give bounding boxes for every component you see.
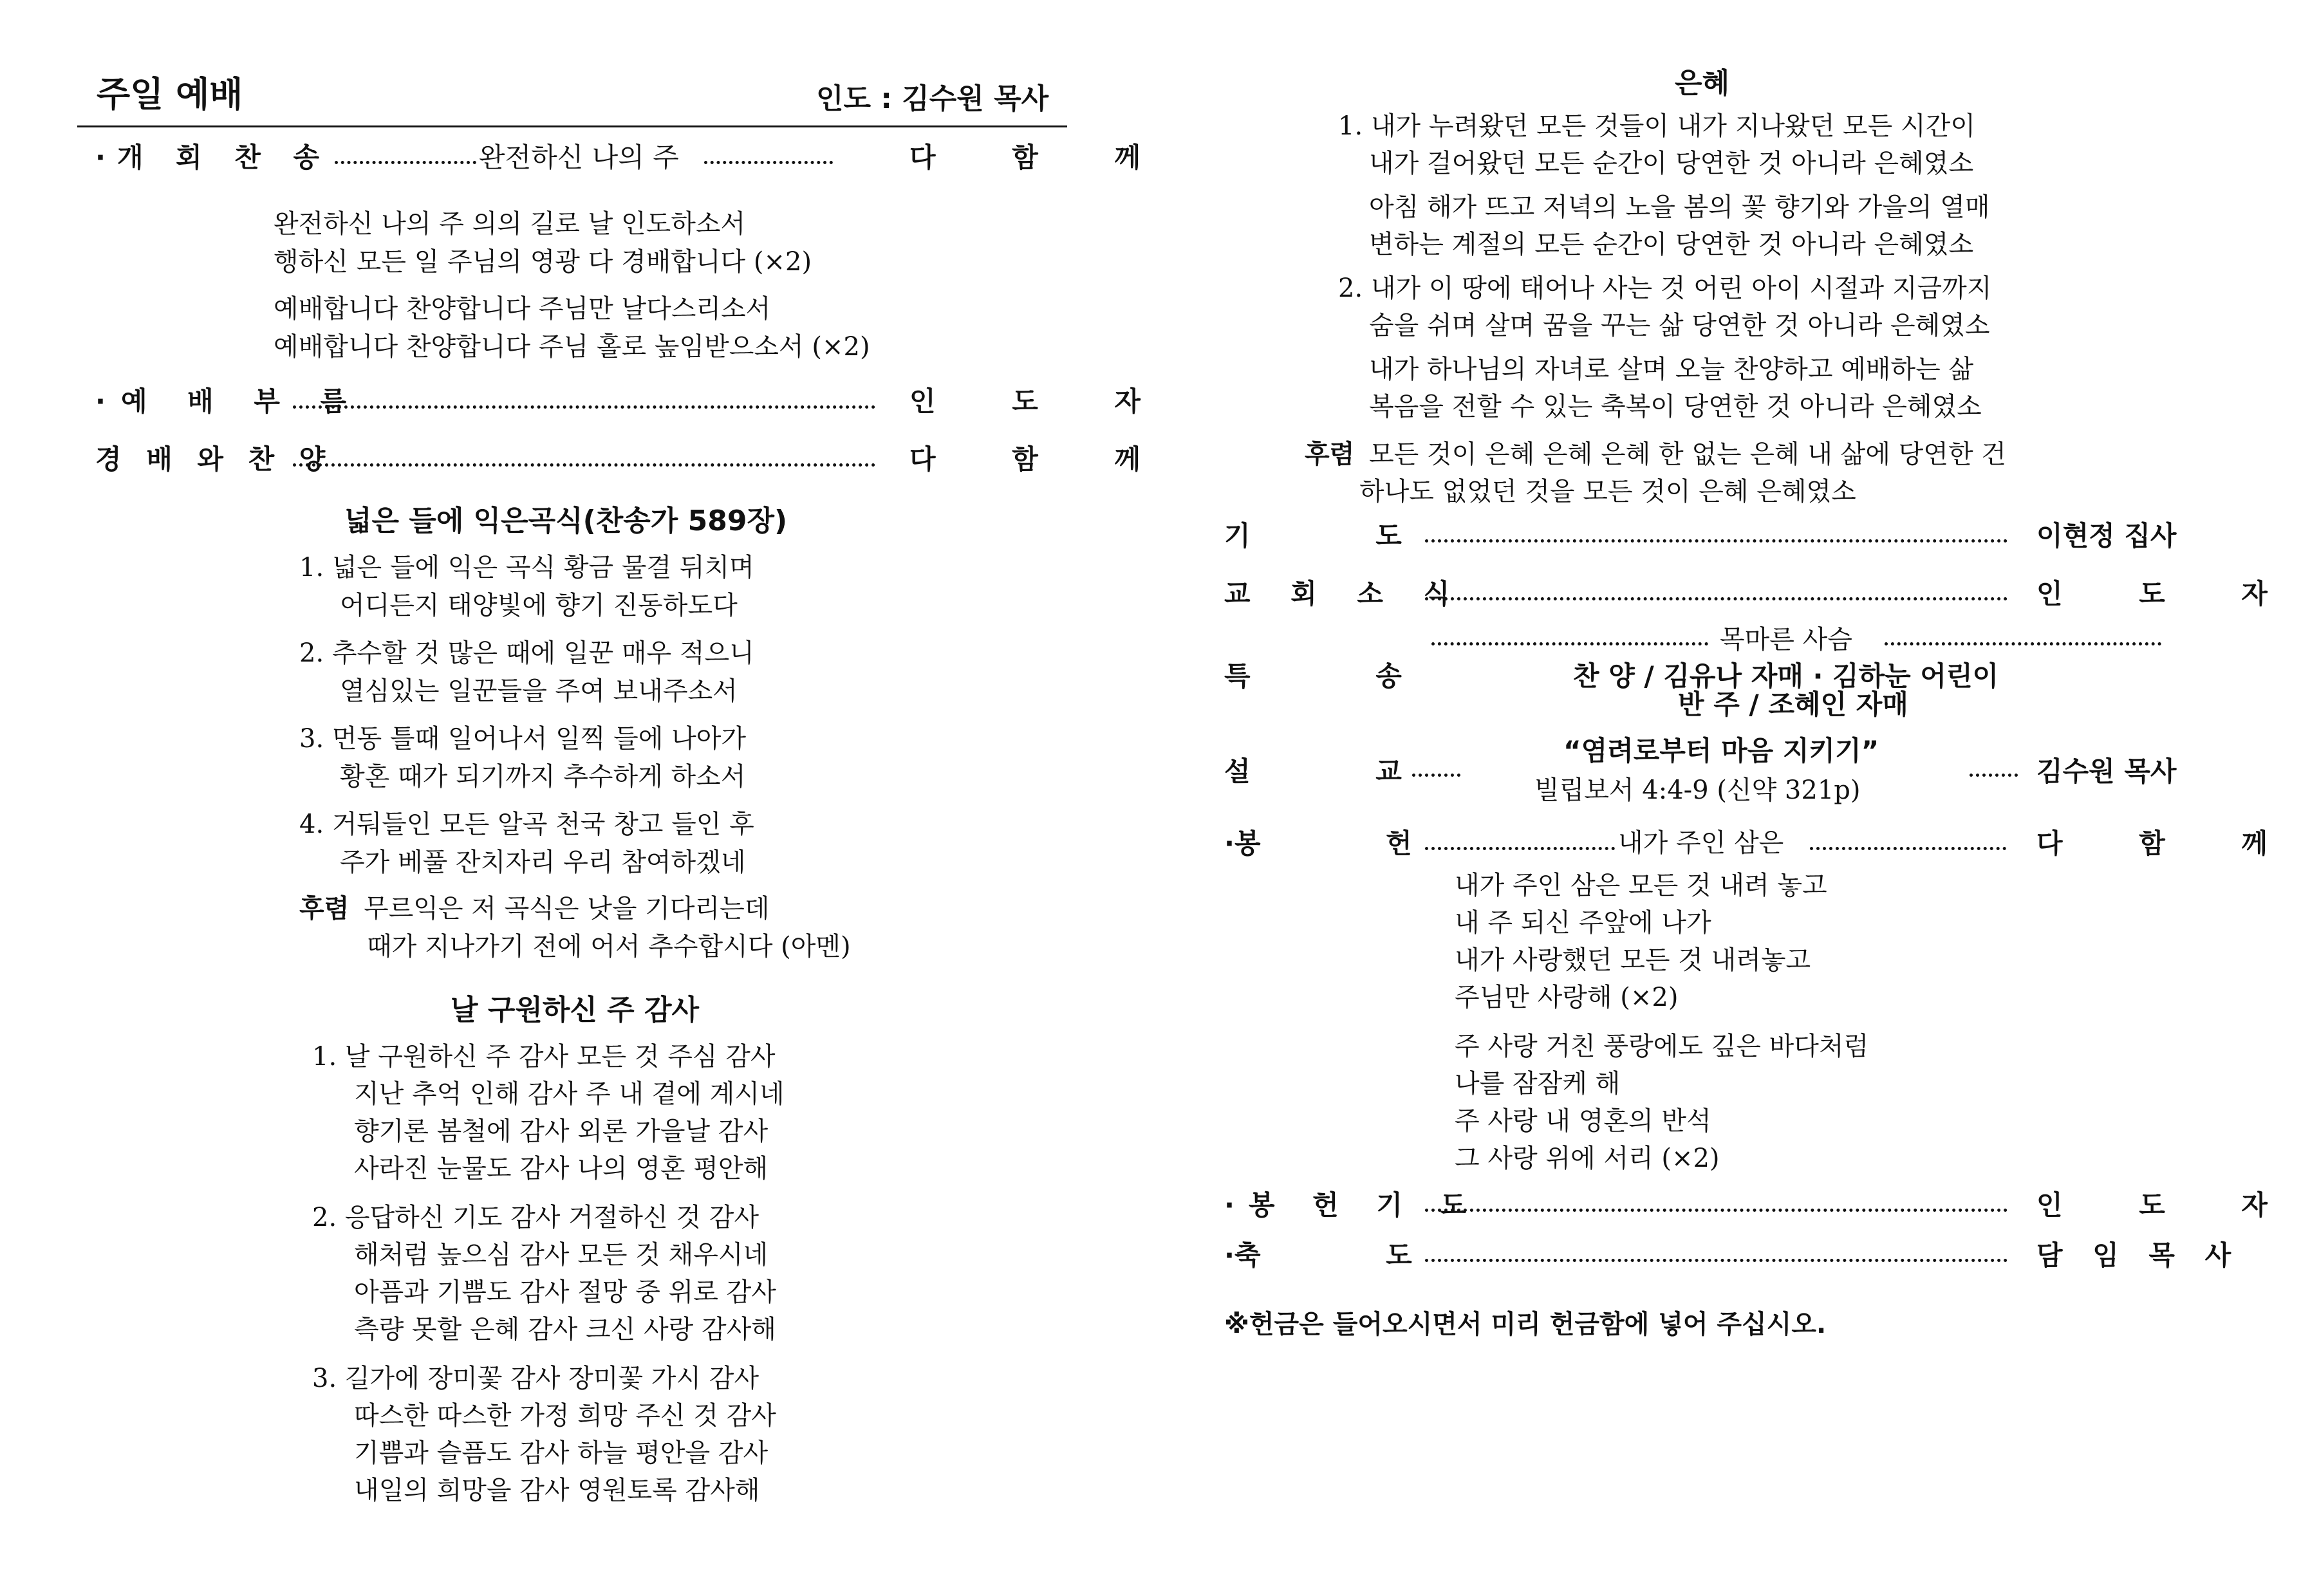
verse-line: 1. 내가 누려왔던 모든 것들이 내가 지나왔던 모든 시간이 — [1338, 111, 1975, 141]
offering-notice: ※헌금은 들어오시면서 미리 헌금함에 넣어 주십시오. — [1224, 1310, 1827, 1339]
verse-line: 사라진 눈물도 감사 나의 영혼 평안해 — [354, 1154, 769, 1183]
right-page — [1129, 0, 2301, 1596]
order-label-opening-hymn: ·개 회 찬 송 — [95, 142, 331, 173]
verse-line: 향기론 봄철에 감사 외론 가을날 감사 — [354, 1117, 769, 1146]
verse-line: 변하는 계절의 모든 순간이 당연한 것 아니라 은혜였소 — [1369, 230, 1974, 259]
order-label-praise: 경 배 와 찬 양 — [95, 443, 333, 475]
leader-dots — [1970, 774, 2018, 777]
leader-dots — [1425, 1209, 2008, 1212]
leader-dots — [1425, 847, 1615, 850]
lyric-line: 주님만 사랑해 (×2) — [1455, 983, 1679, 1012]
leader-dots — [1810, 847, 2006, 850]
chorus-line: 때가 지나가기 전에 어서 추수합시다 (아멘) — [367, 932, 851, 961]
order-label-offering: ·봉 헌 — [1224, 828, 1412, 859]
song-title: 은혜 — [1675, 67, 1730, 100]
chorus-label: 후렴 — [1305, 440, 1355, 469]
verse-line: 아침 해가 뜨고 저녁의 노을 봄의 꽃 향기와 가을의 열매 — [1369, 192, 1990, 222]
verse-line: 4. 거둬들인 모든 알곡 천국 창고 들인 후 — [299, 810, 754, 839]
opening-hymn-title: 완전하신 나의 주 — [479, 142, 679, 173]
leader-dots — [1425, 597, 2008, 600]
verse-line: 어디든지 태양빛에 향기 진동하도다 — [340, 591, 738, 620]
verse-line: 내일의 희망을 감사 영원토록 감사해 — [354, 1476, 760, 1505]
verse-line: 황혼 때가 되기까지 추수하게 하소서 — [340, 762, 746, 792]
verse-line: 아픔과 기쁨도 감사 절망 중 위로 감사 — [354, 1277, 776, 1307]
leader-dots — [293, 405, 875, 409]
prayer-leader: 이현정 집사 — [2036, 520, 2177, 552]
leader-dots — [1412, 774, 1460, 777]
verse-line: 2. 추수할 것 많은 때에 일꾼 매우 적으니 — [299, 638, 754, 668]
lyric-line: 나를 잠잠케 해 — [1455, 1069, 1621, 1099]
special-song-performers: 찬 양 / 김유나 자매 · 김하눈 어린이 — [1573, 660, 1999, 692]
header-rule — [77, 125, 1067, 127]
lyric-line: 예배합니다 찬양합니다 주님 홀로 높임받으소서 (×2) — [274, 332, 870, 362]
leader-dots — [1885, 642, 2161, 645]
hymn-title: 날 구원하신 주 감사 — [451, 994, 699, 1026]
leader-dots — [335, 161, 476, 164]
special-song-title: 목마른 사슴 — [1720, 625, 1852, 654]
benediction-leader: 담 임 목 사 — [2036, 1239, 2242, 1271]
order-label-call-to-worship: ·예 배 부 름 — [95, 385, 362, 417]
verse-line: 2. 응답하신 기도 감사 거절하신 것 감사 — [312, 1203, 759, 1232]
lyric-line: 그 사랑 위에 서리 (×2) — [1455, 1144, 1720, 1173]
sermon-preacher: 김수원 목사 — [2036, 756, 2177, 787]
leader-dots — [1425, 539, 2008, 543]
leader-dots — [704, 161, 833, 164]
verse-line: 1. 넓은 들에 익은 곡식 황금 물결 뒤치며 — [299, 553, 754, 582]
lyric-line: 주 사랑 거친 풍랑에도 깊은 바다처럼 — [1455, 1032, 1869, 1061]
lyric-line: 예배합니다 찬양합니다 주님만 날다스리소서 — [274, 294, 771, 324]
offering-leader: 다 함 께 — [2036, 828, 2301, 859]
call-to-worship-leader: 인 도 자 — [909, 385, 1174, 417]
verse-line: 복음을 전할 수 있는 축복이 당연한 것 아니라 은혜였소 — [1369, 392, 1982, 422]
offering-song-title: 내가 주인 삼은 — [1618, 828, 1784, 858]
verse-line: 내가 걸어왔던 모든 순간이 당연한 것 아니라 은혜였소 — [1369, 149, 1974, 178]
lyric-line: 주 사랑 내 영혼의 반석 — [1455, 1106, 1711, 1136]
verse-line: 주가 베풀 잔치자리 우리 참여하겠네 — [340, 848, 746, 877]
verse-line: 3. 먼동 틀때 일어나서 일찍 들에 나아가 — [299, 724, 747, 754]
sermon-title: “염려로부터 마음 지키기” — [1563, 735, 1879, 766]
lyric-line: 행하신 모든 일 주님의 영광 다 경배합니다 (×2) — [274, 247, 812, 277]
offering-prayer-leader: 인 도 자 — [2036, 1189, 2301, 1221]
leader-dots — [293, 463, 875, 467]
lyric-line: 완전하신 나의 주 의의 길로 날 인도하소서 — [274, 209, 746, 239]
order-label-sermon: 설 교 — [1224, 756, 1402, 787]
verse-line: 열심있는 일꾼들을 주여 보내주소서 — [340, 676, 738, 706]
order-label-benediction: ·축 도 — [1224, 1239, 1412, 1271]
praise-leader: 다 함 께 — [909, 443, 1174, 475]
page-title: 주일 예배 — [97, 74, 243, 115]
special-song-accompanist: 반 주 / 조혜인 자매 — [1678, 689, 1908, 720]
opening-hymn-leader: 다 함 께 — [909, 142, 1174, 173]
church-news-leader: 인 도 자 — [2036, 578, 2301, 609]
lyric-line: 내가 주인 삼은 모든 것 내려 놓고 — [1455, 871, 1827, 900]
leader-dots — [1431, 642, 1708, 645]
verse-line: 따스한 따스한 가정 희망 주신 것 감사 — [354, 1401, 776, 1431]
chorus-label: 후렴 — [299, 894, 349, 923]
verse-line: 내가 하나님의 자녀로 살며 오늘 찬양하고 예배하는 삶 — [1369, 355, 1974, 384]
chorus-line: 모든 것이 은혜 은혜 은혜 한 없는 은혜 내 삶에 당연한 건 — [1369, 440, 2006, 469]
sermon-scripture: 빌립보서 4:4-9 (신약 321p) — [1534, 775, 1861, 805]
order-label-special-song: 특 송 — [1224, 660, 1402, 692]
hymn-title: 넓은 들에 익은곡식(찬송가 589장) — [344, 505, 788, 537]
verse-line: 2. 내가 이 땅에 태어나 사는 것 어린 아이 시절과 지금까지 — [1338, 274, 1992, 303]
order-label-church-news: 교 회 소 식 — [1224, 578, 1466, 609]
order-label-prayer: 기 도 — [1224, 520, 1402, 552]
leader-dots — [1425, 1259, 2008, 1262]
chorus-line: 하나도 없었던 것을 모든 것이 은혜 은혜였소 — [1359, 477, 1856, 506]
lyric-line: 내 주 되신 주앞에 나가 — [1455, 908, 1711, 938]
verse-line: 숨을 쉬며 살며 꿈을 꾸는 삶 당연한 것 아니라 은혜였소 — [1369, 311, 1990, 340]
verse-line: 해처럼 높으심 감사 모든 것 채우시네 — [354, 1240, 769, 1270]
order-label-offering-prayer: ·봉 헌 기 도 — [1224, 1189, 1481, 1221]
verse-line: 기쁨과 슬픔도 감사 하늘 평안을 감사 — [354, 1438, 769, 1468]
leader-name: 인도 : 김수원 목사 — [816, 82, 1049, 115]
verse-line: 3. 길가에 장미꽃 감사 장미꽃 가시 감사 — [312, 1364, 759, 1393]
chorus-line: 무르익은 저 곡식은 낫을 기다리는데 — [364, 894, 770, 923]
lyric-line: 내가 사랑했던 모든 것 내려놓고 — [1455, 945, 1811, 975]
verse-line: 측량 못할 은혜 감사 크신 사랑 감사해 — [354, 1315, 776, 1344]
verse-line: 지난 추억 인해 감사 주 내 곁에 계시네 — [354, 1079, 785, 1109]
verse-line: 1. 날 구원하신 주 감사 모든 것 주심 감사 — [312, 1042, 776, 1072]
